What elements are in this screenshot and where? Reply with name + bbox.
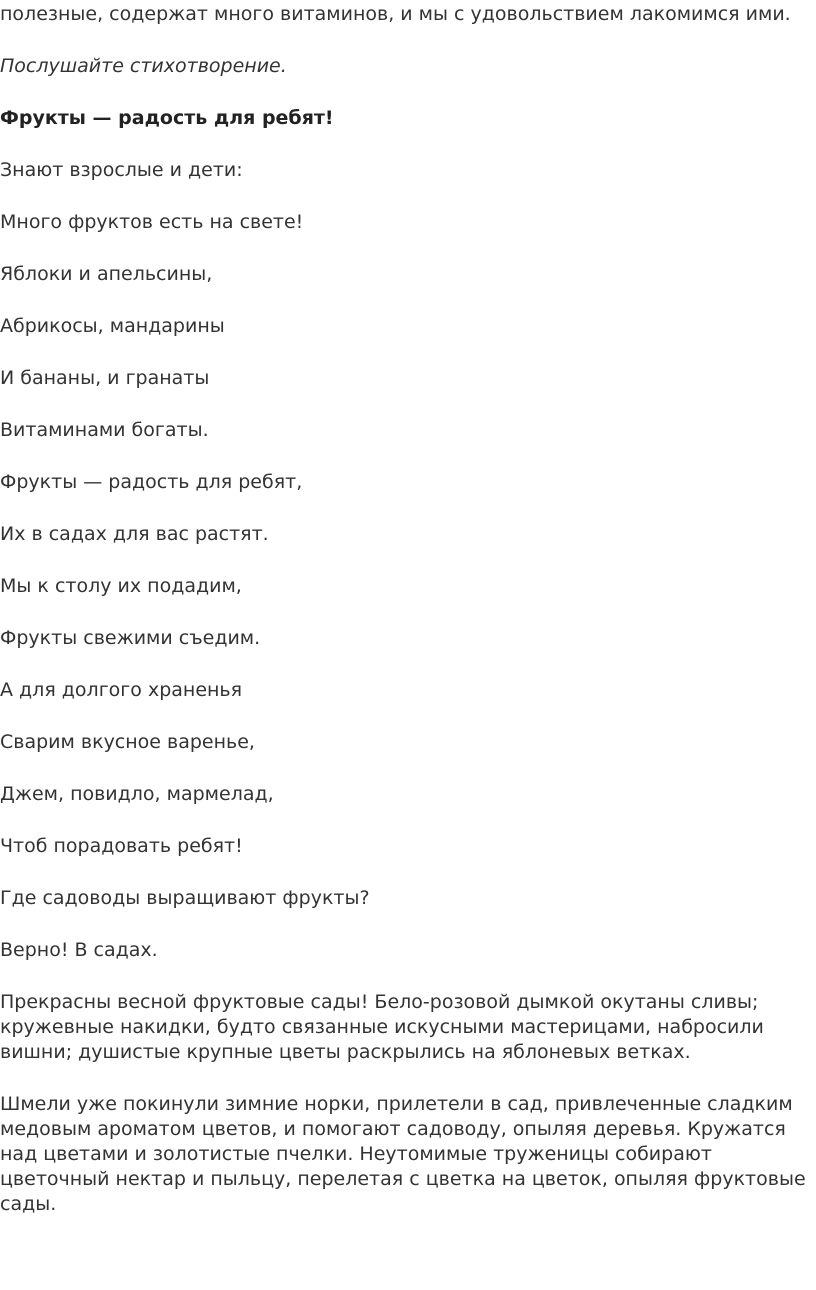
poem-line: Фрукты — радость для ребят, xyxy=(0,471,303,493)
poem-line: Чтоб порадовать ребят! xyxy=(0,835,243,857)
poem-line: Абрикосы, мандарины xyxy=(0,315,225,337)
poem-line: Яблоки и апельсины, xyxy=(0,263,213,285)
poem-line: Джем, повидло, мармелад, xyxy=(0,783,274,805)
poem-line: А для долгого храненья xyxy=(0,679,243,701)
bees-paragraph: Шмели уже покинули зимние норки, прилетели в сад, привлеченные сладким медовым ароматом цветов, и помогают садоводу, опыляя деревья. Кружатся над цветами и золотистые пчелки. Неутомимые труженицы собирают цветочный нектар и пыльцу, перелетая с цветка на цветок, опыляя фруктовые сады. xyxy=(0,1093,806,1215)
intro-paragraph: полезные, содержат много витаминов, и мы с удовольствием лакомимся ими. xyxy=(0,3,791,25)
spring-paragraph: Прекрасны весной фруктовые сады! Бело-розовой дымкой окутаны сливы; кружевные накидки, будто связанные искусными мастерицами, набросили вишни; душистые крупные цветы раскрылись на яблоневых ветках. xyxy=(0,991,764,1063)
poem-line: Знают взрослые и дети: xyxy=(0,159,243,181)
poem-line: Мы к столу их подадим, xyxy=(0,575,242,597)
poem-line: И бананы, и гранаты xyxy=(0,367,210,389)
poem-line: Много фруктов есть на свете! xyxy=(0,211,304,233)
poem-line: Сварим вкусное варенье, xyxy=(0,731,255,753)
poem-line: Витаминами богаты. xyxy=(0,419,209,441)
poem-line: Фрукты свежими съедим. xyxy=(0,627,261,649)
poem-title: Фрукты — радость для ребят! xyxy=(0,107,334,129)
poem xyxy=(0,158,812,859)
listen-instruction: Послушайте стихотворение. xyxy=(0,55,287,77)
poem-line: Их в садах для вас растят. xyxy=(0,523,269,545)
question-text: Где садоводы выращивают фрукты? xyxy=(0,887,370,909)
answer-text: Верно! В садах. xyxy=(0,939,158,961)
